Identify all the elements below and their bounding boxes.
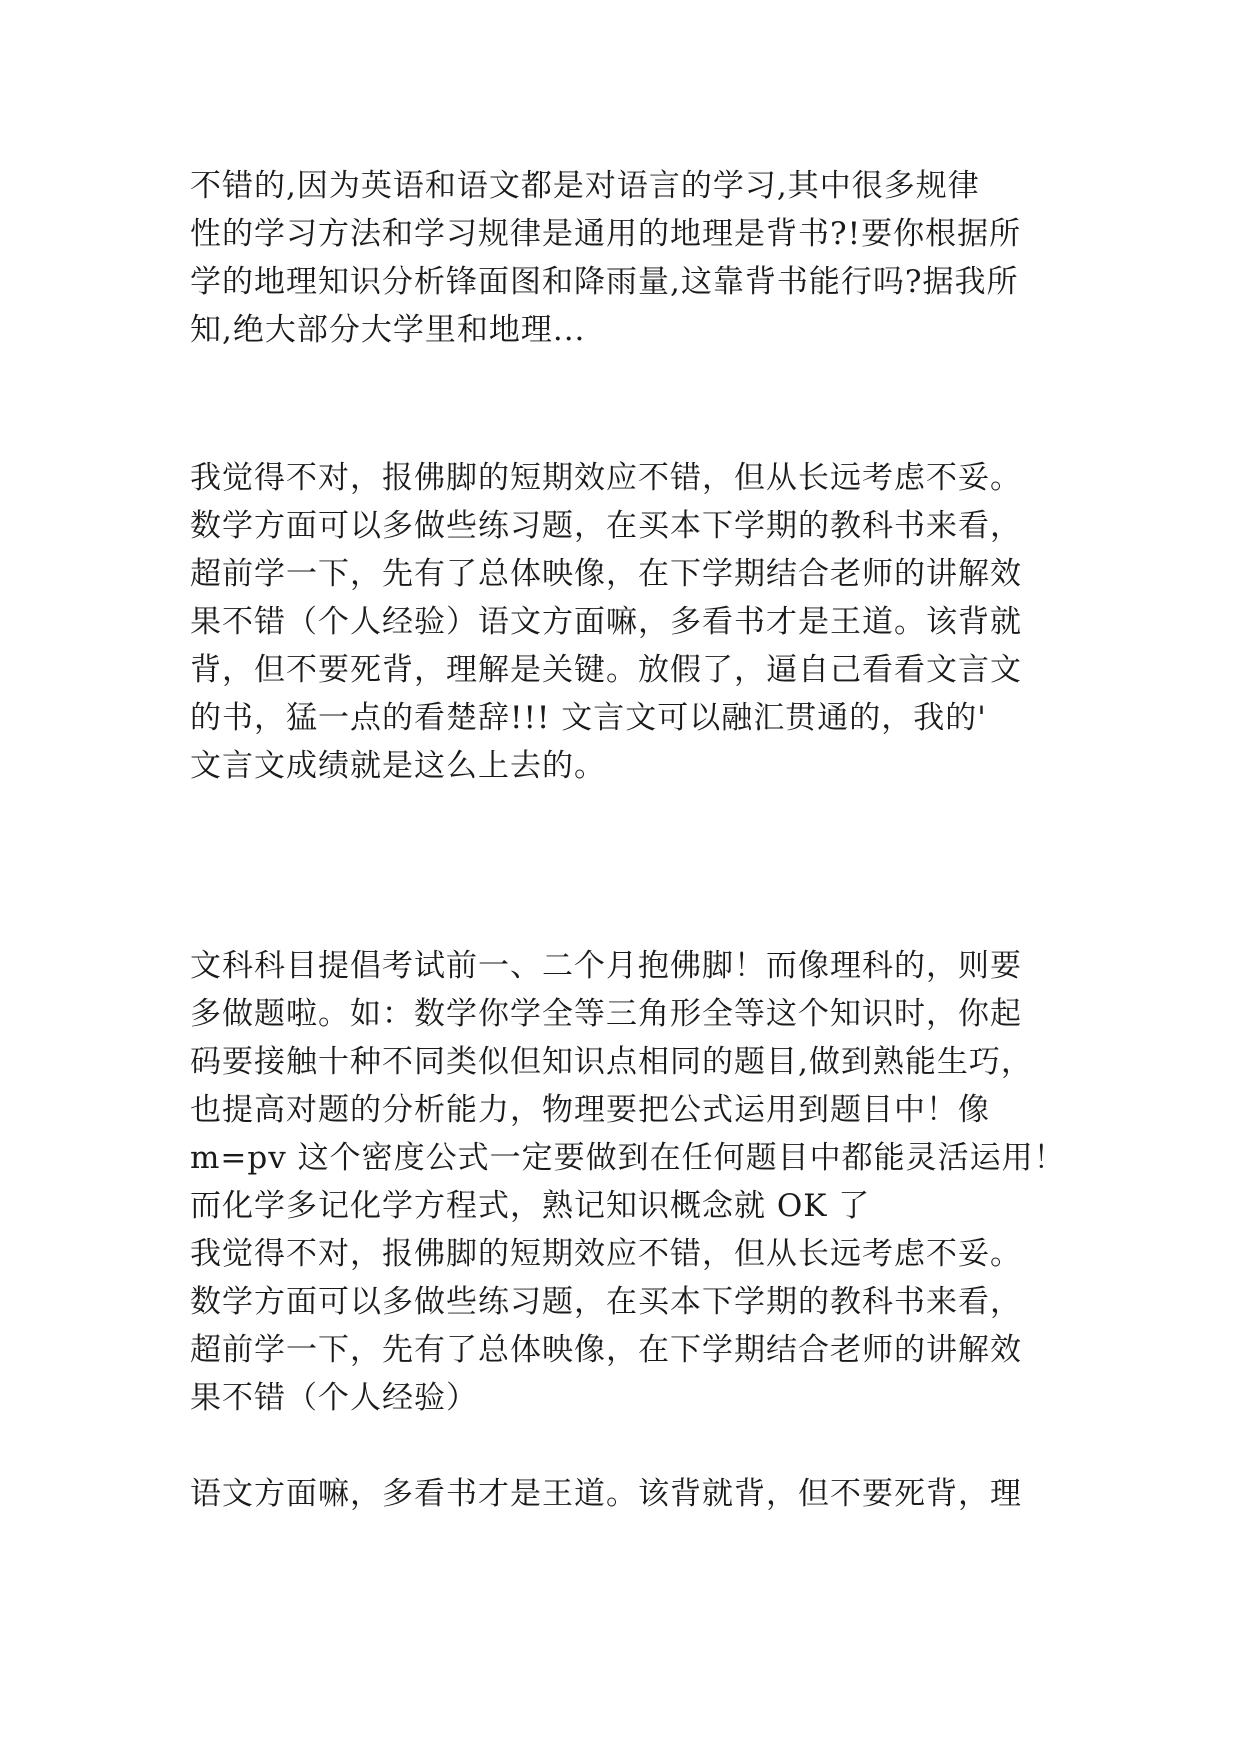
- text-line: 的书，猛一点的看楚辞!!! 文言文可以融汇贯通的，我的': [190, 700, 987, 736]
- paragraph-3: [190, 942, 1070, 1422]
- text-line: 数学方面可以多做些练习题，在买本下学期的教科书来看，: [190, 508, 1022, 544]
- text-line: 不错的,因为英语和语文都是对语言的学习,其中很多规律: [190, 168, 980, 204]
- text-line: 超前学一下，先有了总体映像，在下学期结合老师的讲解效: [190, 1332, 1022, 1368]
- paragraph-4: [190, 1470, 1070, 1518]
- text-line: 果不错（个人经验）: [190, 1380, 478, 1416]
- text-line: 文科科目提倡考试前一、二个月抱佛脚！而像理科的，则要: [190, 948, 1022, 984]
- text-line: 我觉得不对，报佛脚的短期效应不错，但从长远考虑不妥。: [190, 1236, 1022, 1272]
- text-line: m=pv 这个密度公式一定要做到在任何题目中都能灵活运用！: [190, 1140, 1066, 1176]
- text-line: 我觉得不对，报佛脚的短期效应不错，但从长远考虑不妥。: [190, 460, 1022, 496]
- text-line: 数学方面可以多做些练习题，在买本下学期的教科书来看，: [190, 1284, 1022, 1320]
- text-line: 知,绝大部分大学里和地理...: [190, 312, 586, 348]
- text-line: 语文方面嘛，多看书才是王道。该背就背，但不要死背，理: [190, 1476, 1022, 1512]
- text-line: 果不错（个人经验）语文方面嘛，多看书才是王道。该背就: [190, 604, 1022, 640]
- text-line: 多做题啦。如：数学你学全等三角形全等这个知识时，你起: [190, 996, 1022, 1032]
- text-line: 性的学习方法和学习规律是通用的地理是背书?!要你根据所: [190, 216, 1022, 252]
- paragraph-2: [190, 454, 1070, 790]
- text-line: 而化学多记化学方程式，熟记知识概念就 OK 了: [190, 1188, 871, 1224]
- text-line: 码要接触十种不同类似但知识点相同的题目,做到熟能生巧，: [190, 1044, 1033, 1080]
- text-line: 学的地理知识分析锋面图和降雨量,这靠背书能行吗?据我所: [190, 264, 1019, 300]
- text-line: 文言文成绩就是这么上去的。: [190, 748, 606, 784]
- text-line: 超前学一下，先有了总体映像，在下学期结合老师的讲解效: [190, 556, 1022, 592]
- paragraph-1: [190, 162, 1070, 354]
- text-line: 背，但不要死背，理解是关键。放假了，逼自己看看文言文: [190, 652, 1022, 688]
- text-line: 也提高对题的分析能力，物理要把公式运用到题目中！像: [190, 1092, 990, 1128]
